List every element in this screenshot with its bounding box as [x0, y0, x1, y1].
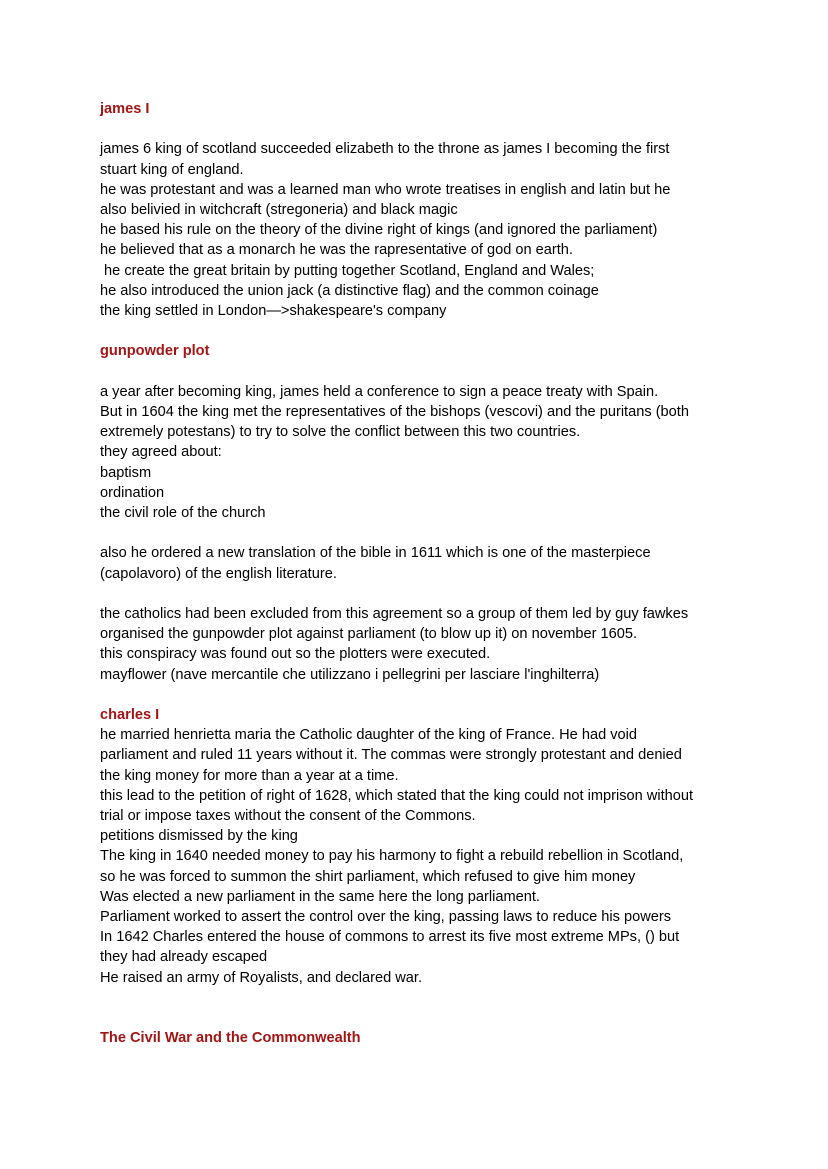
- text-line: the civil role of the church: [100, 505, 266, 522]
- text-line: trial or impose taxes without the consent of the Commons.: [100, 808, 476, 825]
- text-line: stuart king of england.: [100, 161, 244, 178]
- paragraph-gunpowder-1: [100, 382, 740, 523]
- paragraph-james-i: [100, 139, 740, 321]
- text-line: Parliament worked to assert the control over the king, passing laws to reduce his powers: [100, 909, 672, 926]
- text-line: petitions dismissed by the king: [100, 828, 298, 845]
- text-line: a year after becoming king, james held a conference to sign a peace treaty with Spain.: [100, 383, 659, 400]
- text-line: also he ordered a new translation of the bible in 1611 which is one of the masterpiece: [100, 545, 651, 562]
- text-line: he believed that as a monarch he was the rapresentative of god on earth.: [100, 242, 573, 259]
- text-line: so he was forced to summon the shirt parliament, which refused to give him money: [100, 868, 636, 885]
- text-line: parliament and ruled 11 years without it. The commas were strongly protestant and denied: [100, 747, 682, 764]
- text-line: The king in 1640 needed money to pay his harmony to fight a rebuild rebellion in Scotland,: [100, 848, 684, 865]
- text-line: mayflower (nave mercantile che utilizzano i pellegrini per lasciare l'inghilterra): [100, 666, 600, 683]
- paragraph-gunpowder-3: [100, 604, 740, 685]
- text-line: he create the great britain by putting together Scotland, England and Wales;: [100, 262, 595, 279]
- text-line: the king settled in London—>shakespeare's company: [100, 303, 447, 320]
- text-line: He raised an army of Royalists, and declared war.: [100, 969, 423, 986]
- text-line: the catholics had been excluded from this agreement so a group of them led by guy fawkes: [100, 606, 689, 622]
- text-line: they agreed about:: [100, 444, 222, 461]
- text-line: he based his rule on the theory of the divine right of kings (and ignored the parliament): [100, 222, 658, 239]
- text-line: they had already escaped: [100, 949, 268, 966]
- text-line: (capolavoro) of the english literature.: [100, 565, 337, 582]
- text-line: also belivied in witchcraft (stregoneria) and black magic: [100, 202, 458, 218]
- heading-charles-i: charles I: [100, 707, 160, 723]
- text-line: james 6 king of scotland succeeded elizabeth to the throne as james I becoming the first: [100, 141, 670, 158]
- text-line: he also introduced the union jack (a distinctive flag) and the common coinage: [100, 282, 599, 299]
- text-line: he married henrietta maria the Catholic daughter of the king of France. He had void: [100, 727, 638, 744]
- heading-gunpowder-plot: gunpowder plot: [100, 343, 210, 360]
- text-line: this lead to the petition of right of 1628, which stated that the king could not imprison without: [100, 787, 694, 804]
- text-line: baptism: [100, 464, 152, 481]
- text-line: In 1642 Charles entered the house of commons to arrest its five most extreme MPs, () but: [100, 929, 680, 946]
- document-body: [100, 99, 740, 1048]
- text-line: ordination: [100, 484, 165, 501]
- text-line: extremely potestans) to try to solve the conflict between this two countries.: [100, 424, 581, 441]
- text-line: Was elected a new parliament in the same here the long parliament.: [100, 888, 540, 905]
- text-line: the king money for more than a year at a time.: [100, 767, 399, 784]
- heading-james-i: james I: [100, 101, 150, 117]
- text-line: he was protestant and was a learned man who wrote treatises in english and latin but he: [100, 181, 671, 198]
- paragraph-gunpowder-2: [100, 543, 740, 583]
- text-line: But in 1604 the king met the representatives of the bishops (vescovi) and the puritans (both: [100, 404, 689, 420]
- paragraph-charles-i: [100, 725, 740, 988]
- text-line: organised the gunpowder plot against parliament (to blow up it) on november 1605.: [100, 626, 638, 643]
- text-line: this conspiracy was found out so the plotters were executed.: [100, 646, 491, 663]
- heading-civil-war: The Civil War and the Commonwealth: [100, 1030, 361, 1047]
